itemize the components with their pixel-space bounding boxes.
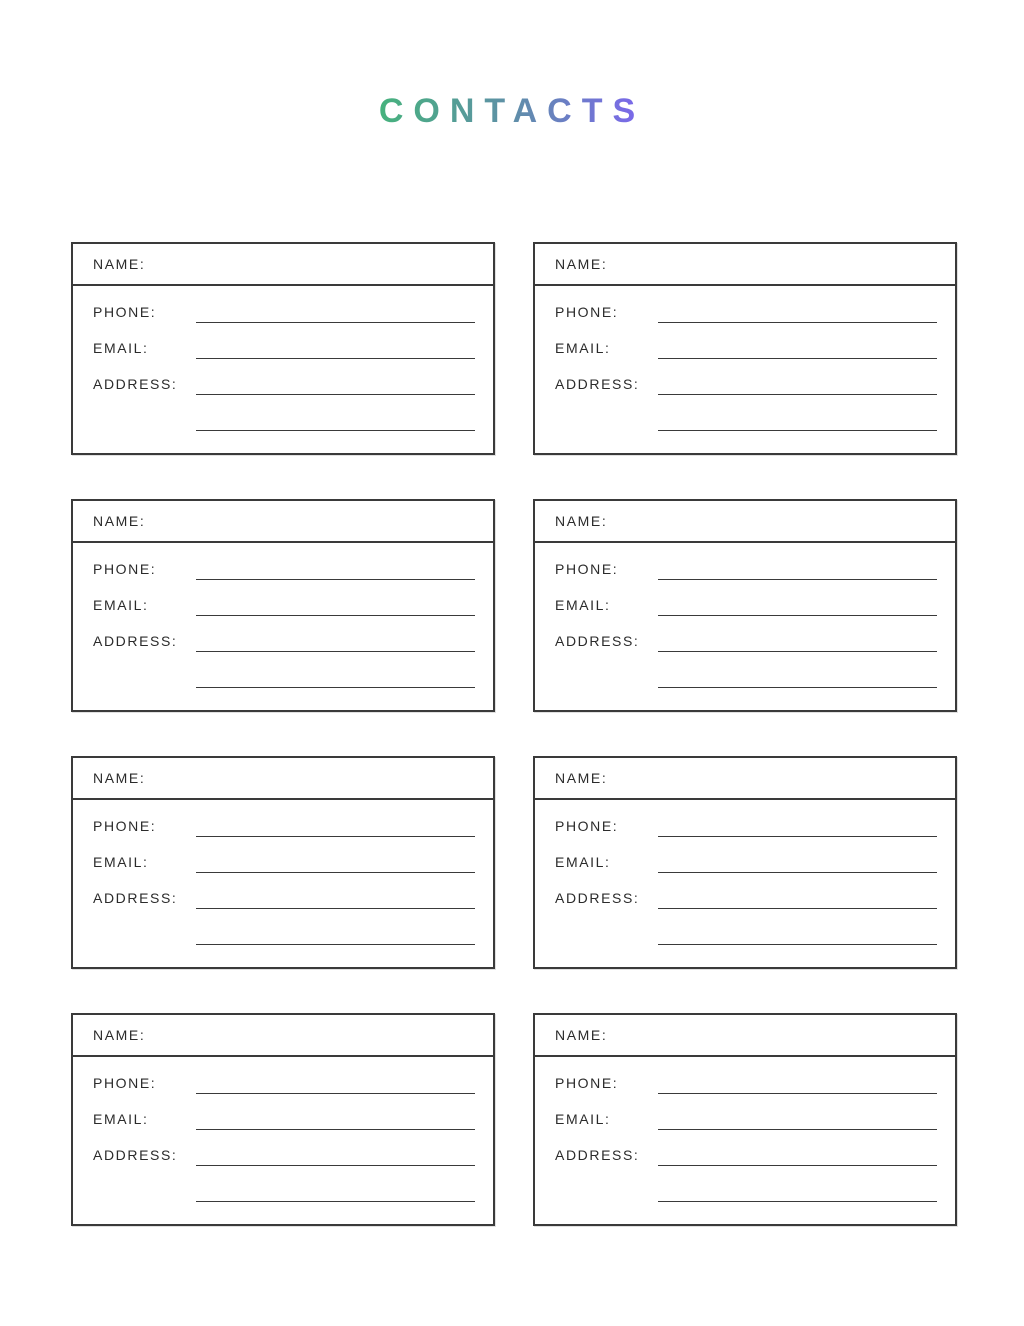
name-row bbox=[73, 501, 493, 543]
address-row-2 bbox=[555, 652, 937, 688]
email-line bbox=[196, 322, 475, 359]
address-row-2 bbox=[93, 652, 475, 688]
email-row bbox=[555, 837, 937, 873]
address-label: ADDRESS: bbox=[555, 1147, 640, 1163]
name-label: NAME: bbox=[93, 256, 146, 272]
email-row bbox=[93, 323, 475, 359]
phone-line bbox=[196, 800, 475, 837]
phone-line bbox=[196, 286, 475, 323]
contact-card bbox=[533, 242, 957, 455]
address-line-2 bbox=[658, 908, 937, 945]
email-label: EMAIL: bbox=[555, 597, 611, 613]
address-row bbox=[555, 359, 937, 395]
card-body bbox=[73, 800, 493, 945]
phone-line bbox=[658, 800, 937, 837]
contact-card bbox=[71, 756, 495, 969]
address-row bbox=[93, 873, 475, 909]
address-label-spacer bbox=[555, 942, 658, 945]
email-row bbox=[555, 323, 937, 359]
address-line-2 bbox=[196, 651, 475, 688]
contact-card bbox=[71, 499, 495, 712]
email-row bbox=[555, 1094, 937, 1130]
email-label: EMAIL: bbox=[93, 597, 149, 613]
address-line-2 bbox=[658, 394, 937, 431]
name-label: NAME: bbox=[93, 770, 146, 786]
name-label: NAME: bbox=[555, 1027, 608, 1043]
address-label: ADDRESS: bbox=[93, 376, 178, 392]
phone-label: PHONE: bbox=[555, 1075, 619, 1091]
email-label: EMAIL: bbox=[93, 1111, 149, 1127]
address-line bbox=[196, 872, 475, 909]
address-line-2 bbox=[196, 394, 475, 431]
email-row bbox=[555, 580, 937, 616]
name-row bbox=[535, 758, 955, 800]
address-label: ADDRESS: bbox=[555, 376, 640, 392]
card-body bbox=[73, 286, 493, 431]
address-row bbox=[555, 1130, 937, 1166]
name-label: NAME: bbox=[555, 770, 608, 786]
address-row-2 bbox=[93, 909, 475, 945]
phone-row bbox=[555, 287, 937, 323]
name-label: NAME: bbox=[93, 1027, 146, 1043]
card-body bbox=[535, 543, 955, 688]
phone-label: PHONE: bbox=[555, 818, 619, 834]
address-row-2 bbox=[93, 1166, 475, 1202]
address-label: ADDRESS: bbox=[555, 890, 640, 906]
phone-row bbox=[93, 801, 475, 837]
address-row-2 bbox=[555, 1166, 937, 1202]
address-row-2 bbox=[555, 395, 937, 431]
name-row bbox=[535, 501, 955, 543]
address-line bbox=[196, 358, 475, 395]
phone-label: PHONE: bbox=[93, 1075, 157, 1091]
email-line bbox=[196, 579, 475, 616]
address-line bbox=[196, 615, 475, 652]
address-label-spacer bbox=[555, 685, 658, 688]
phone-label: PHONE: bbox=[93, 561, 157, 577]
phone-line bbox=[658, 286, 937, 323]
address-line-2 bbox=[196, 1165, 475, 1202]
address-line bbox=[196, 1129, 475, 1166]
phone-label: PHONE: bbox=[93, 818, 157, 834]
address-label-spacer bbox=[93, 942, 196, 945]
email-line bbox=[658, 1093, 937, 1130]
address-row bbox=[93, 1130, 475, 1166]
phone-line bbox=[658, 543, 937, 580]
name-row bbox=[73, 758, 493, 800]
address-label: ADDRESS: bbox=[93, 1147, 178, 1163]
email-label: EMAIL: bbox=[93, 854, 149, 870]
address-label-spacer bbox=[93, 1199, 196, 1202]
contact-card bbox=[533, 756, 957, 969]
email-row bbox=[93, 580, 475, 616]
address-row-2 bbox=[93, 395, 475, 431]
email-label: EMAIL: bbox=[555, 854, 611, 870]
address-label: ADDRESS: bbox=[93, 890, 178, 906]
address-line bbox=[658, 872, 937, 909]
address-label-spacer bbox=[93, 428, 196, 431]
contact-card bbox=[71, 242, 495, 455]
email-line bbox=[196, 836, 475, 873]
name-label: NAME: bbox=[93, 513, 146, 529]
address-line bbox=[658, 1129, 937, 1166]
email-line bbox=[658, 836, 937, 873]
address-label-spacer bbox=[555, 428, 658, 431]
name-label: NAME: bbox=[555, 256, 608, 272]
card-body bbox=[535, 1057, 955, 1202]
phone-row bbox=[555, 544, 937, 580]
phone-row bbox=[555, 1058, 937, 1094]
card-body bbox=[535, 800, 955, 945]
page-title: CONTACTS bbox=[378, 92, 646, 130]
phone-row bbox=[93, 544, 475, 580]
name-row bbox=[535, 244, 955, 286]
phone-label: PHONE: bbox=[555, 561, 619, 577]
email-label: EMAIL: bbox=[555, 1111, 611, 1127]
card-body bbox=[535, 286, 955, 431]
phone-row bbox=[93, 1058, 475, 1094]
phone-line bbox=[196, 1057, 475, 1094]
name-row bbox=[535, 1015, 955, 1057]
address-line-2 bbox=[658, 651, 937, 688]
address-line bbox=[658, 358, 937, 395]
address-row-2 bbox=[555, 909, 937, 945]
card-body bbox=[73, 1057, 493, 1202]
address-label: ADDRESS: bbox=[555, 633, 640, 649]
email-line bbox=[658, 579, 937, 616]
address-row bbox=[93, 359, 475, 395]
contact-grid bbox=[71, 242, 1024, 1226]
phone-line bbox=[658, 1057, 937, 1094]
address-label: ADDRESS: bbox=[93, 633, 178, 649]
phone-row bbox=[93, 287, 475, 323]
name-row bbox=[73, 244, 493, 286]
email-line bbox=[196, 1093, 475, 1130]
email-row bbox=[93, 1094, 475, 1130]
contact-card bbox=[71, 1013, 495, 1226]
email-label: EMAIL: bbox=[555, 340, 611, 356]
phone-row bbox=[555, 801, 937, 837]
email-row bbox=[93, 837, 475, 873]
name-row bbox=[73, 1015, 493, 1057]
address-row bbox=[93, 616, 475, 652]
contact-card bbox=[533, 1013, 957, 1226]
email-label: EMAIL: bbox=[93, 340, 149, 356]
address-line-2 bbox=[196, 908, 475, 945]
title-block bbox=[0, 0, 1024, 128]
card-body bbox=[73, 543, 493, 688]
phone-label: PHONE: bbox=[555, 304, 619, 320]
address-label-spacer bbox=[555, 1199, 658, 1202]
phone-line bbox=[196, 543, 475, 580]
email-line bbox=[658, 322, 937, 359]
phone-label: PHONE: bbox=[93, 304, 157, 320]
contact-card bbox=[533, 499, 957, 712]
address-line-2 bbox=[658, 1165, 937, 1202]
address-line bbox=[658, 615, 937, 652]
address-row bbox=[555, 873, 937, 909]
address-row bbox=[555, 616, 937, 652]
name-label: NAME: bbox=[555, 513, 608, 529]
address-label-spacer bbox=[93, 685, 196, 688]
